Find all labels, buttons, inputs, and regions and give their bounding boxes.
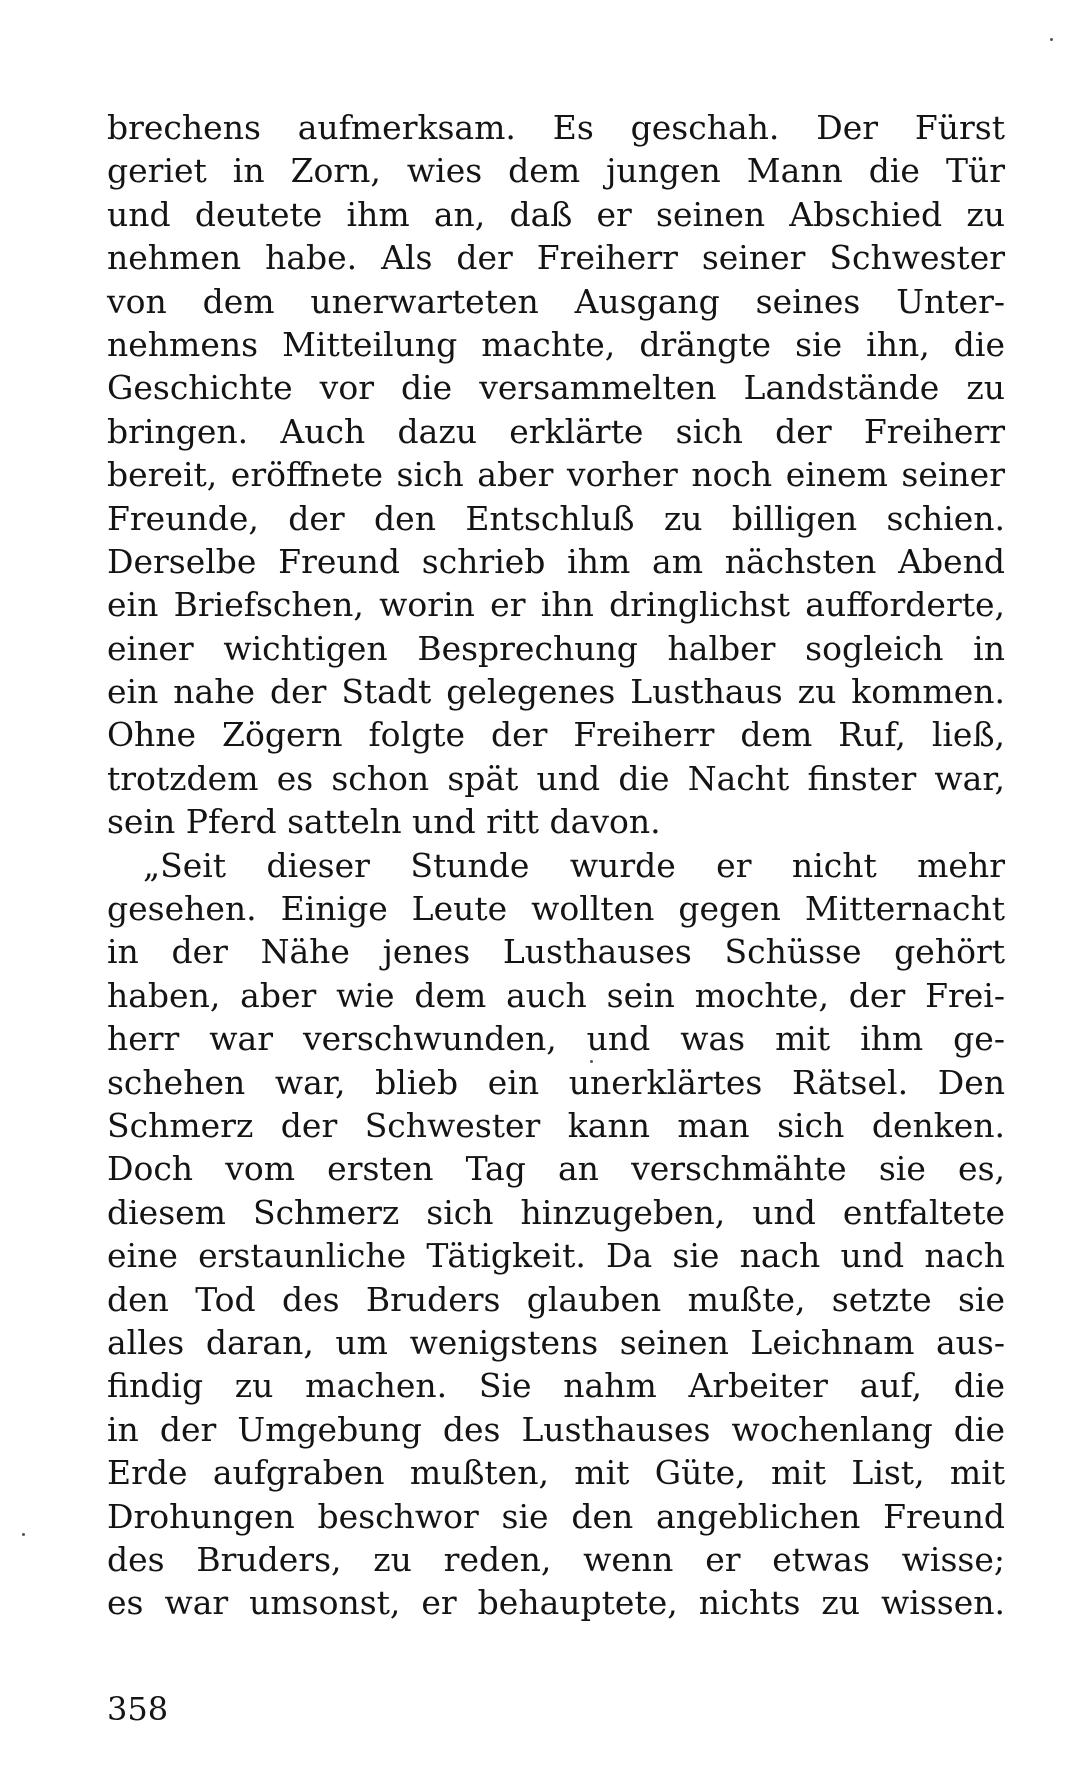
text-line: von dem unerwarteten Ausgang seines Unter- xyxy=(107,281,1005,321)
text-line: Drohungen beschwor sie den angeblichen Freund xyxy=(107,1496,1005,1536)
print-speck xyxy=(590,1060,593,1063)
text-line: in der Umgebung des Lusthauses wochenlang die xyxy=(107,1409,1005,1449)
paragraph-end-line: sein Pferd satteln und ritt davon. xyxy=(107,802,661,842)
print-speck xyxy=(22,1533,25,1536)
text-line: schehen war, blieb ein unerklärtes Rätsel. Den xyxy=(107,1062,1005,1102)
text-line: und deutete ihm an, daß er seinen Abschied zu xyxy=(107,194,1005,234)
page-number: 358 xyxy=(107,1690,169,1728)
text-line: trotzdem es schon spät und die Nacht finster war, xyxy=(107,758,1005,798)
text-line: Erde aufgraben mußten, mit Güte, mit List, mit xyxy=(107,1453,1005,1493)
text-line: Ohne Zögern folgte der Freiherr dem Ruf, ließ, xyxy=(107,715,1005,755)
text-line: Schmerz der Schwester kann man sich denken. xyxy=(107,1105,1005,1145)
text-line: nehmens Mitteilung machte, drängte sie ihn, die xyxy=(107,324,1005,364)
print-speck xyxy=(1050,38,1053,41)
text-line: eine erstaunliche Tätigkeit. Da sie nach und nach xyxy=(107,1236,1005,1276)
text-line: herr war verschwunden, und was mit ihm ge- xyxy=(107,1019,1005,1059)
text-line: findig zu machen. Sie nahm Arbeiter auf, die xyxy=(107,1366,1005,1406)
text-line: haben, aber wie dem auch sein mochte, der Frei- xyxy=(107,975,1005,1015)
body-text xyxy=(107,106,1005,1625)
text-line: Geschichte vor die versammelten Landstände zu xyxy=(107,368,1005,408)
text-line: bringen. Auch dazu erklärte sich der Freiherr xyxy=(107,411,1005,451)
text-line: geriet in Zorn, wies dem jungen Mann die Tür xyxy=(107,151,1005,191)
text-line: gesehen. Einige Leute wollten gegen Mitternacht xyxy=(107,889,1005,929)
text-line: in der Nähe jenes Lusthauses Schüsse gehört xyxy=(107,932,1005,972)
text-line: diesem Schmerz sich hinzugeben, und entfaltete xyxy=(107,1192,1005,1232)
text-line: brechens aufmerksam. Es geschah. Der Fürst xyxy=(107,108,1005,147)
text-line: es war umsonst, er behauptete, nichts zu wissen. xyxy=(107,1583,1005,1623)
text-line: Freunde, der den Entschluß zu billigen schien. xyxy=(107,498,1005,538)
text-line: des Bruders, zu reden, wenn er etwas wisse; xyxy=(107,1539,1005,1579)
paragraph-start-line: „Seit dieser Stunde wurde er nicht mehr xyxy=(143,845,1005,885)
text-line: ein nahe der Stadt gelegenes Lusthaus zu kommen. xyxy=(107,672,1005,712)
text-line: ein Briefschen, worin er ihn dringlichst aufforderte, xyxy=(107,585,1005,625)
text-line: Derselbe Freund schrieb ihm am nächsten Abend xyxy=(107,541,1005,581)
text-line: einer wichtigen Besprechung halber sogleich in xyxy=(107,628,1005,668)
text-line: den Tod des Bruders glauben mußte, setzte sie xyxy=(107,1279,1005,1319)
text-line: bereit, eröffnete sich aber vorher noch einem seiner xyxy=(107,455,1005,495)
text-line: nehmen habe. Als der Freiherr seiner Schwester xyxy=(107,238,1005,278)
text-line: Doch vom ersten Tag an verschmähte sie es, xyxy=(107,1149,1005,1189)
text-line: alles daran, um wenigstens seinen Leichnam aus- xyxy=(107,1322,1005,1362)
